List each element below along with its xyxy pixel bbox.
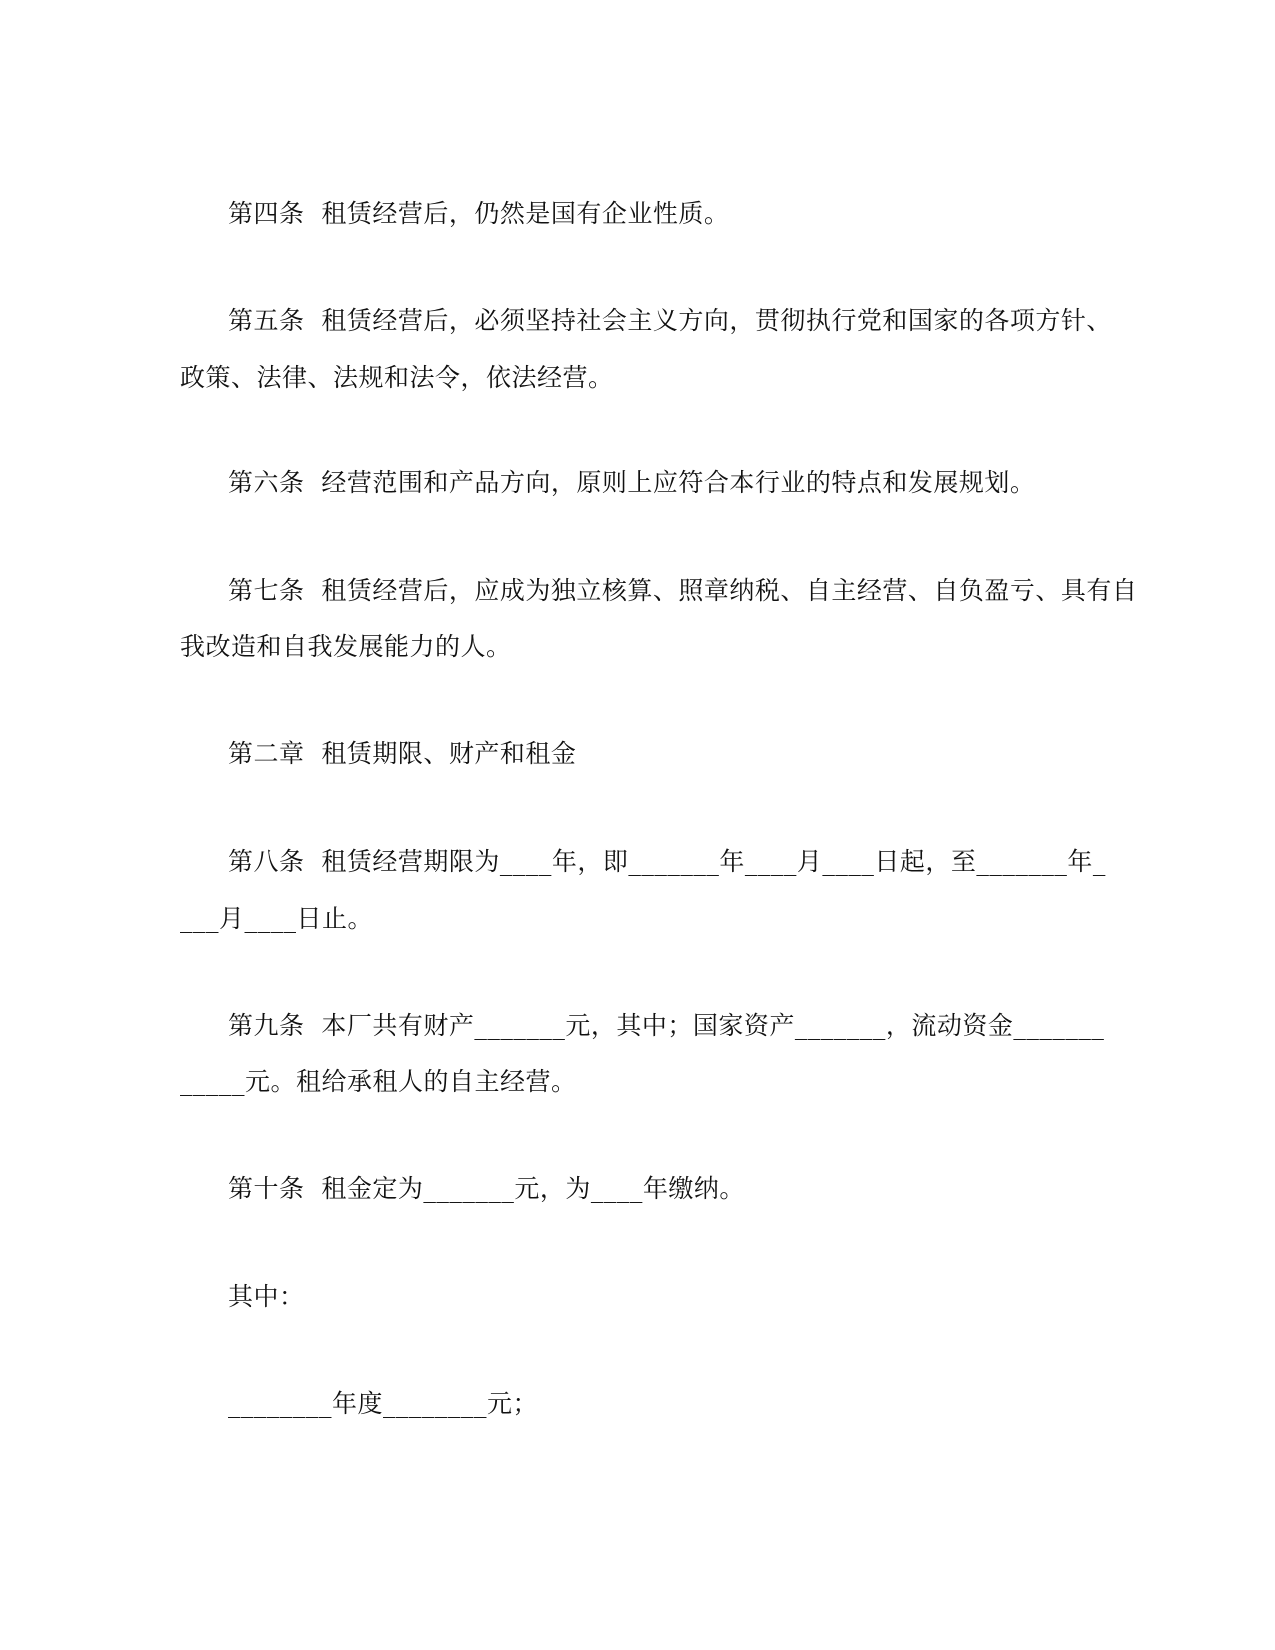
article-9-line-2: _____元。租给承租人的自主经营。 (180, 1067, 577, 1096)
article-4-line: 第四条 租赁经营后，仍然是国有企业性质。 (228, 199, 730, 228)
article-5-line-1: 第五条 租赁经营后，必须坚持社会主义方向，贯彻执行党和国家的各项方针、 (228, 306, 1112, 335)
article-5-line-2: 政策、法律、法规和法令，依法经营。 (180, 363, 614, 392)
article-10-line: 第十条 租金定为_______元，为____年缴纳。 (228, 1174, 745, 1203)
article-9-line-1: 第九条 本厂共有财产_______元，其中；国家资产_______，流动资金_______ (228, 1011, 1105, 1040)
annual-amount-line: ________年度________元； (228, 1389, 539, 1418)
article-6-line: 第六条 经营范围和产品方向，原则上应符合本行业的特点和发展规划。 (228, 468, 1036, 497)
article-7-line-2: 我改造和自我发展能力的人。 (180, 632, 512, 661)
article-8-line-1: 第八条 租赁经营期限为____年，即_______年____月____日起，至_______年_ (228, 847, 1106, 876)
among-which-label: 其中： (228, 1282, 305, 1311)
chapter-2-heading: 第二章 租赁期限、财产和租金 (228, 739, 577, 768)
article-7-line-1: 第七条 租赁经营后，应成为独立核算、照章纳税、自主经营、自负盈亏、具有自 (228, 576, 1138, 605)
article-8-line-2: ___月____日止。 (180, 904, 374, 933)
